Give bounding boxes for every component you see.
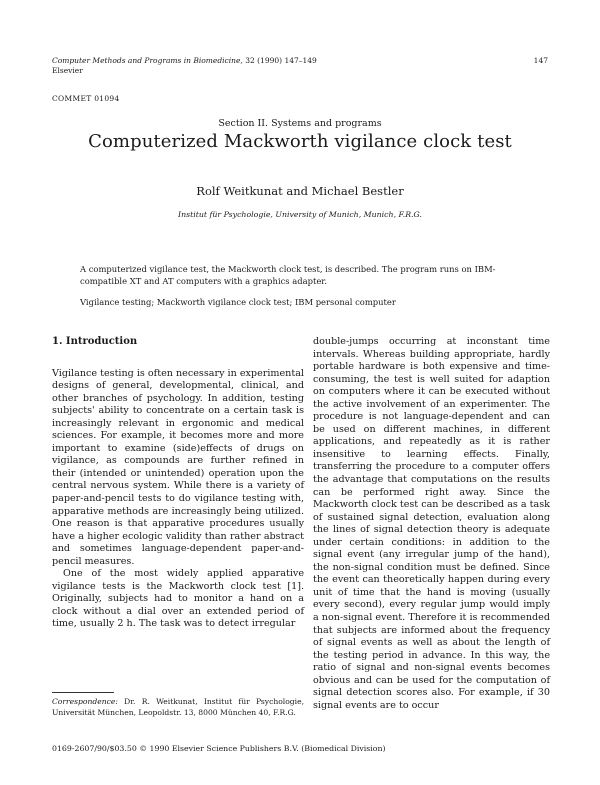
right-column [313,336,550,712]
authors: Rolf Weitkunat and Michael Bestler [196,184,404,198]
paragraph: double-jumps occurring at inconstant time intervals. Whereas building appropriate, hardly portable hardware is both expensive and time-consuming, the test is well suited for adaption on computers where it can be executed without the active involvement of an experimenter. The procedure is not language-dependent and can be used on different machines, in different applications, and repeatedly as it is rather insensitive to learning effects. Finally, transferring the procedure to a computer offers the advantage that computations on the results can be performed right away. Since the Mackworth clock test can be described as a task of sustained signal detection, evaluation along the lines of signal detection theory is adequate under certain conditions: in addition to the signal event (any irregular jump of the hand), the non-signal condition must be defined. Since the event can theoretically happen during every unit of time that the hand is moving (usually every second), every regular jump would imply a non-signal event. Therefore it is recommended that subjects are informed about the frequency of signal events as well as about the length of the testing period in advance. In this way, the ratio of signal and non-signal events becomes obvious and can be used for the computation of signal detection scores also. For example, if 30 signal events are to occur [313,336,550,711]
keywords: Vigilance testing; Mackworth vigilance clock test; IBM personal computer [80,297,396,307]
journal-name: Computer Methods and Programs in Biomedicine, [52,56,243,65]
article-title: Computerized Mackworth vigilance clock test [88,131,512,152]
section-heading: 1. Introduction [52,336,138,347]
article-code: COMMET 01094 [52,94,120,103]
section-label: Section II. Systems and programs [218,118,382,129]
paragraph: Vigilance testing is often necessary in experimental designs of general, developmental, clinical, and other branches of psychology. In addition, testing subjects' ability to concentrate on a certain task is increasingly relevant in ergonomic and medical sciences. For example, it becomes more and more important to examine (side)effects of drugs on vigilance, as compounds are further refined in their (intended or unintended) operation upon the central nervous system. While there is a variety of paper-and-pencil tests to do vigilance testing with, apparative methods are increasingly being utilized. One reason is that apparative procedures usually have a higher ecologic validity than rather abstract and sometimes language-dependent paper-and-pencil measures. [52,367,304,567]
footnote-rule [52,692,114,693]
affiliation: Institut für Psychologie, University of Munich, Munich, F.R.G. [178,210,422,219]
journal-reference: 32 (1990) 147–149 [242,56,317,65]
page-number: 147 [533,56,548,65]
footnote-label: Correspondence: [52,697,118,706]
footnote [52,697,304,718]
left-column [52,336,304,631]
footnote-text: Dr. R. Weitkunat, Institut für Psychologie, Universität München, Leopoldstr. 13, 8000 München 40, F.R.G. [52,697,304,717]
publisher: Elsevier [52,66,83,75]
paragraph: One of the most widely applied apparative vigilance tests is the Mackworth clock test [1]. Originally, subjects had to monitor a hand on a clock without a dial over an extended period of time, usually 2 h. The task was to detect irregular [52,568,304,630]
journal-header [52,56,317,76]
abstract: A computerized vigilance test, the Mackworth clock test, is described. The program runs on IBM-compatible XT and AT computers with a graphics adapter. [80,264,496,286]
imprint: 0169-2607/90/$03.50 © 1990 Elsevier Science Publishers B.V. (Biomedical Division) [52,744,386,753]
